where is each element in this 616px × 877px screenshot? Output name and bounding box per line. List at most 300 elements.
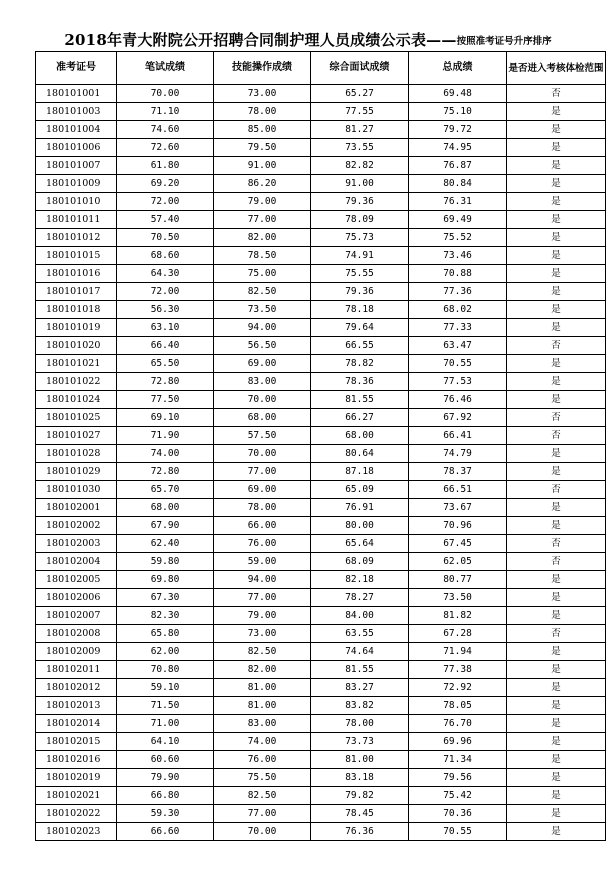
cell-interview-score: 78.00	[311, 715, 409, 733]
cell-total-score: 70.96	[409, 517, 507, 535]
cell-written-score: 60.60	[117, 751, 214, 769]
cell-interview-score: 82.18	[311, 571, 409, 589]
cell-skills-score: 75.00	[214, 265, 311, 283]
cell-skills-score: 77.00	[214, 463, 311, 481]
cell-qualified: 是	[507, 391, 606, 409]
cell-exam-id: 180101030	[36, 481, 117, 499]
cell-total-score: 67.92	[409, 409, 507, 427]
cell-written-score: 56.30	[117, 301, 214, 319]
cell-total-score: 75.10	[409, 103, 507, 121]
cell-skills-score: 70.00	[214, 823, 311, 841]
cell-interview-score: 87.18	[311, 463, 409, 481]
cell-written-score: 65.50	[117, 355, 214, 373]
cell-total-score: 62.05	[409, 553, 507, 571]
cell-interview-score: 81.00	[311, 751, 409, 769]
cell-written-score: 59.80	[117, 553, 214, 571]
cell-total-score: 67.28	[409, 625, 507, 643]
cell-interview-score: 81.55	[311, 391, 409, 409]
cell-total-score: 76.70	[409, 715, 507, 733]
cell-exam-id: 180102015	[36, 733, 117, 751]
cell-interview-score: 78.18	[311, 301, 409, 319]
cell-total-score: 66.51	[409, 481, 507, 499]
table-row	[36, 679, 606, 697]
cell-total-score: 73.67	[409, 499, 507, 517]
table-row	[36, 733, 606, 751]
cell-skills-score: 81.00	[214, 679, 311, 697]
cell-qualified: 是	[507, 769, 606, 787]
cell-exam-id: 180101029	[36, 463, 117, 481]
cell-interview-score: 65.27	[311, 85, 409, 103]
cell-total-score: 74.95	[409, 139, 507, 157]
cell-qualified: 是	[507, 193, 606, 211]
cell-written-score: 72.80	[117, 373, 214, 391]
cell-written-score: 62.40	[117, 535, 214, 553]
cell-exam-id: 180102004	[36, 553, 117, 571]
table-row	[36, 697, 606, 715]
cell-qualified: 否	[507, 409, 606, 427]
cell-skills-score: 79.00	[214, 193, 311, 211]
cell-qualified: 否	[507, 427, 606, 445]
cell-skills-score: 59.00	[214, 553, 311, 571]
cell-total-score: 77.33	[409, 319, 507, 337]
cell-interview-score: 79.36	[311, 193, 409, 211]
table-row	[36, 157, 606, 175]
cell-interview-score: 76.36	[311, 823, 409, 841]
cell-interview-score: 84.00	[311, 607, 409, 625]
cell-interview-score: 79.82	[311, 787, 409, 805]
table-row	[36, 301, 606, 319]
cell-written-score: 66.40	[117, 337, 214, 355]
cell-total-score: 71.94	[409, 643, 507, 661]
cell-qualified: 是	[507, 733, 606, 751]
table-row	[36, 355, 606, 373]
cell-exam-id: 180101027	[36, 427, 117, 445]
cell-exam-id: 180101018	[36, 301, 117, 319]
table-row	[36, 265, 606, 283]
cell-total-score: 69.48	[409, 85, 507, 103]
cell-exam-id: 180101022	[36, 373, 117, 391]
cell-exam-id: 180101016	[36, 265, 117, 283]
cell-interview-score: 83.27	[311, 679, 409, 697]
table-row	[36, 517, 606, 535]
cell-skills-score: 56.50	[214, 337, 311, 355]
cell-qualified: 是	[507, 139, 606, 157]
cell-qualified: 是	[507, 229, 606, 247]
cell-skills-score: 94.00	[214, 319, 311, 337]
cell-written-score: 68.60	[117, 247, 214, 265]
table-row	[36, 103, 606, 121]
cell-total-score: 73.46	[409, 247, 507, 265]
cell-total-score: 79.72	[409, 121, 507, 139]
table-row	[36, 247, 606, 265]
cell-interview-score: 78.27	[311, 589, 409, 607]
table-row	[36, 535, 606, 553]
cell-qualified: 是	[507, 517, 606, 535]
cell-skills-score: 83.00	[214, 373, 311, 391]
cell-interview-score: 68.09	[311, 553, 409, 571]
cell-written-score: 65.70	[117, 481, 214, 499]
cell-skills-score: 78.00	[214, 499, 311, 517]
table-row	[36, 571, 606, 589]
cell-skills-score: 82.50	[214, 283, 311, 301]
cell-qualified: 是	[507, 301, 606, 319]
cell-total-score: 70.55	[409, 823, 507, 841]
cell-qualified: 是	[507, 787, 606, 805]
table-row	[36, 751, 606, 769]
cell-exam-id: 180102002	[36, 517, 117, 535]
cell-written-score: 72.00	[117, 283, 214, 301]
cell-interview-score: 76.91	[311, 499, 409, 517]
cell-total-score: 67.45	[409, 535, 507, 553]
cell-interview-score: 74.91	[311, 247, 409, 265]
cell-skills-score: 79.00	[214, 607, 311, 625]
cell-total-score: 66.41	[409, 427, 507, 445]
cell-interview-score: 83.82	[311, 697, 409, 715]
cell-written-score: 63.10	[117, 319, 214, 337]
cell-written-score: 71.50	[117, 697, 214, 715]
cell-qualified: 是	[507, 571, 606, 589]
table-row	[36, 589, 606, 607]
cell-exam-id: 180101001	[36, 85, 117, 103]
cell-skills-score: 69.00	[214, 481, 311, 499]
cell-exam-id: 180101021	[36, 355, 117, 373]
table-row	[36, 463, 606, 481]
cell-exam-id: 180101007	[36, 157, 117, 175]
cell-written-score: 74.00	[117, 445, 214, 463]
cell-qualified: 是	[507, 589, 606, 607]
cell-qualified: 否	[507, 535, 606, 553]
cell-skills-score: 91.00	[214, 157, 311, 175]
cell-qualified: 是	[507, 643, 606, 661]
cell-total-score: 77.36	[409, 283, 507, 301]
cell-qualified: 是	[507, 679, 606, 697]
cell-written-score: 82.30	[117, 607, 214, 625]
cell-skills-score: 68.00	[214, 409, 311, 427]
cell-exam-id: 180101024	[36, 391, 117, 409]
cell-interview-score: 63.55	[311, 625, 409, 643]
cell-exam-id: 180101011	[36, 211, 117, 229]
cell-written-score: 71.10	[117, 103, 214, 121]
cell-exam-id: 180102013	[36, 697, 117, 715]
cell-exam-id: 180101004	[36, 121, 117, 139]
cell-qualified: 是	[507, 715, 606, 733]
cell-qualified: 否	[507, 481, 606, 499]
cell-total-score: 76.46	[409, 391, 507, 409]
title-main: 2018年青大附院公开招聘合同制护理人员成绩公示表——	[64, 31, 457, 49]
col-header-written-score: 笔试成绩	[117, 52, 214, 85]
cell-interview-score: 91.00	[311, 175, 409, 193]
cell-total-score: 71.34	[409, 751, 507, 769]
cell-exam-id: 180102011	[36, 661, 117, 679]
cell-exam-id: 180102016	[36, 751, 117, 769]
table-row	[36, 787, 606, 805]
cell-total-score: 69.49	[409, 211, 507, 229]
cell-qualified: 是	[507, 265, 606, 283]
cell-exam-id: 180101020	[36, 337, 117, 355]
cell-qualified: 是	[507, 247, 606, 265]
cell-total-score: 80.77	[409, 571, 507, 589]
cell-exam-id: 180101017	[36, 283, 117, 301]
cell-skills-score: 70.00	[214, 445, 311, 463]
cell-total-score: 63.47	[409, 337, 507, 355]
cell-interview-score: 75.73	[311, 229, 409, 247]
cell-interview-score: 73.73	[311, 733, 409, 751]
cell-qualified: 是	[507, 373, 606, 391]
cell-total-score: 78.37	[409, 463, 507, 481]
cell-interview-score: 80.00	[311, 517, 409, 535]
col-header-exam-id: 准考证号	[36, 52, 117, 85]
cell-exam-id: 180102001	[36, 499, 117, 517]
cell-qualified: 是	[507, 355, 606, 373]
cell-total-score: 76.87	[409, 157, 507, 175]
cell-written-score: 62.00	[117, 643, 214, 661]
cell-written-score: 69.10	[117, 409, 214, 427]
table-row	[36, 661, 606, 679]
cell-interview-score: 79.36	[311, 283, 409, 301]
cell-skills-score: 78.00	[214, 103, 311, 121]
cell-exam-id: 180102003	[36, 535, 117, 553]
cell-written-score: 69.20	[117, 175, 214, 193]
cell-exam-id: 180102022	[36, 805, 117, 823]
table-row	[36, 481, 606, 499]
cell-written-score: 74.60	[117, 121, 214, 139]
cell-interview-score: 78.45	[311, 805, 409, 823]
cell-qualified: 是	[507, 211, 606, 229]
cell-qualified: 是	[507, 697, 606, 715]
cell-skills-score: 78.50	[214, 247, 311, 265]
table-row	[36, 85, 606, 103]
cell-total-score: 70.36	[409, 805, 507, 823]
cell-written-score: 59.10	[117, 679, 214, 697]
cell-interview-score: 80.64	[311, 445, 409, 463]
cell-written-score: 71.00	[117, 715, 214, 733]
cell-qualified: 是	[507, 319, 606, 337]
cell-written-score: 66.80	[117, 787, 214, 805]
table-row	[36, 643, 606, 661]
cell-total-score: 75.42	[409, 787, 507, 805]
cell-skills-score: 73.00	[214, 85, 311, 103]
table-row	[36, 445, 606, 463]
cell-written-score: 68.00	[117, 499, 214, 517]
cell-exam-id: 180101012	[36, 229, 117, 247]
cell-exam-id: 180102005	[36, 571, 117, 589]
cell-exam-id: 180101015	[36, 247, 117, 265]
cell-total-score: 74.79	[409, 445, 507, 463]
col-header-qualified: 是否进入考核体检范围	[507, 52, 606, 85]
cell-skills-score: 76.00	[214, 751, 311, 769]
cell-skills-score: 69.00	[214, 355, 311, 373]
cell-interview-score: 73.55	[311, 139, 409, 157]
cell-qualified: 是	[507, 121, 606, 139]
cell-skills-score: 81.00	[214, 697, 311, 715]
title-subtitle: 按照准考证号升序排序	[456, 36, 552, 47]
cell-written-score: 67.90	[117, 517, 214, 535]
table-row	[36, 337, 606, 355]
cell-exam-id: 180101006	[36, 139, 117, 157]
cell-written-score: 70.50	[117, 229, 214, 247]
table-header-row	[36, 52, 606, 85]
col-header-skills-score: 技能操作成绩	[214, 52, 311, 85]
cell-total-score: 77.53	[409, 373, 507, 391]
cell-exam-id: 180102007	[36, 607, 117, 625]
cell-interview-score: 81.55	[311, 661, 409, 679]
cell-skills-score: 76.00	[214, 535, 311, 553]
cell-total-score: 69.96	[409, 733, 507, 751]
cell-written-score: 70.00	[117, 85, 214, 103]
cell-skills-score: 77.00	[214, 805, 311, 823]
table-row	[36, 427, 606, 445]
cell-written-score: 72.80	[117, 463, 214, 481]
cell-skills-score: 82.50	[214, 643, 311, 661]
cell-skills-score: 82.00	[214, 661, 311, 679]
cell-total-score: 73.50	[409, 589, 507, 607]
cell-exam-id: 180102019	[36, 769, 117, 787]
cell-interview-score: 65.64	[311, 535, 409, 553]
cell-exam-id: 180102023	[36, 823, 117, 841]
cell-qualified: 是	[507, 499, 606, 517]
cell-total-score: 75.52	[409, 229, 507, 247]
results-table	[35, 51, 606, 841]
cell-total-score: 68.02	[409, 301, 507, 319]
cell-skills-score: 82.50	[214, 787, 311, 805]
cell-total-score: 80.84	[409, 175, 507, 193]
cell-interview-score: 77.55	[311, 103, 409, 121]
cell-interview-score: 78.09	[311, 211, 409, 229]
cell-written-score: 64.30	[117, 265, 214, 283]
cell-qualified: 是	[507, 175, 606, 193]
cell-written-score: 70.80	[117, 661, 214, 679]
table-row	[36, 409, 606, 427]
cell-exam-id: 180101010	[36, 193, 117, 211]
cell-written-score: 72.60	[117, 139, 214, 157]
cell-written-score: 71.90	[117, 427, 214, 445]
cell-total-score: 81.82	[409, 607, 507, 625]
cell-exam-id: 180101025	[36, 409, 117, 427]
table-row	[36, 391, 606, 409]
table-row	[36, 121, 606, 139]
col-header-total-score: 总成绩	[409, 52, 507, 85]
table-row	[36, 805, 606, 823]
table-row	[36, 139, 606, 157]
table-row	[36, 625, 606, 643]
cell-total-score: 70.88	[409, 265, 507, 283]
cell-exam-id: 180102021	[36, 787, 117, 805]
cell-written-score: 66.60	[117, 823, 214, 841]
cell-skills-score: 94.00	[214, 571, 311, 589]
cell-interview-score: 75.55	[311, 265, 409, 283]
cell-skills-score: 75.50	[214, 769, 311, 787]
cell-exam-id: 180102012	[36, 679, 117, 697]
cell-qualified: 是	[507, 463, 606, 481]
cell-total-score: 79.56	[409, 769, 507, 787]
table-row	[36, 283, 606, 301]
cell-exam-id: 180101028	[36, 445, 117, 463]
cell-qualified: 是	[507, 445, 606, 463]
cell-written-score: 57.40	[117, 211, 214, 229]
cell-qualified: 是	[507, 661, 606, 679]
cell-skills-score: 66.00	[214, 517, 311, 535]
page-title	[0, 29, 616, 51]
cell-skills-score: 73.50	[214, 301, 311, 319]
cell-qualified: 否	[507, 85, 606, 103]
cell-skills-score: 77.00	[214, 211, 311, 229]
cell-skills-score: 74.00	[214, 733, 311, 751]
table-row	[36, 823, 606, 841]
cell-written-score: 64.10	[117, 733, 214, 751]
cell-qualified: 是	[507, 157, 606, 175]
cell-interview-score: 74.64	[311, 643, 409, 661]
table-row	[36, 553, 606, 571]
cell-qualified: 否	[507, 625, 606, 643]
table-row	[36, 211, 606, 229]
cell-qualified: 是	[507, 823, 606, 841]
cell-total-score: 72.92	[409, 679, 507, 697]
cell-skills-score: 83.00	[214, 715, 311, 733]
table-row	[36, 229, 606, 247]
cell-written-score: 69.80	[117, 571, 214, 589]
cell-qualified: 是	[507, 283, 606, 301]
cell-interview-score: 66.27	[311, 409, 409, 427]
cell-interview-score: 66.55	[311, 337, 409, 355]
cell-total-score: 76.31	[409, 193, 507, 211]
cell-exam-id: 180102014	[36, 715, 117, 733]
cell-skills-score: 57.50	[214, 427, 311, 445]
table-row	[36, 373, 606, 391]
cell-interview-score: 82.82	[311, 157, 409, 175]
cell-interview-score: 81.27	[311, 121, 409, 139]
table-row	[36, 607, 606, 625]
cell-total-score: 78.05	[409, 697, 507, 715]
cell-exam-id: 180101003	[36, 103, 117, 121]
table-body	[36, 85, 606, 841]
cell-exam-id: 180102009	[36, 643, 117, 661]
cell-skills-score: 85.00	[214, 121, 311, 139]
cell-qualified: 是	[507, 607, 606, 625]
cell-written-score: 72.00	[117, 193, 214, 211]
cell-qualified: 否	[507, 337, 606, 355]
cell-exam-id: 180102006	[36, 589, 117, 607]
cell-skills-score: 86.20	[214, 175, 311, 193]
cell-qualified: 是	[507, 103, 606, 121]
cell-total-score: 70.55	[409, 355, 507, 373]
cell-exam-id: 180102008	[36, 625, 117, 643]
cell-qualified: 是	[507, 805, 606, 823]
table-row	[36, 319, 606, 337]
cell-interview-score: 83.18	[311, 769, 409, 787]
cell-interview-score: 78.36	[311, 373, 409, 391]
cell-written-score: 65.80	[117, 625, 214, 643]
table-row	[36, 715, 606, 733]
table-row	[36, 499, 606, 517]
cell-written-score: 79.90	[117, 769, 214, 787]
cell-total-score: 77.38	[409, 661, 507, 679]
cell-interview-score: 65.09	[311, 481, 409, 499]
cell-written-score: 77.50	[117, 391, 214, 409]
cell-written-score: 67.30	[117, 589, 214, 607]
col-header-interview-score: 综合面试成绩	[311, 52, 409, 85]
cell-skills-score: 82.00	[214, 229, 311, 247]
cell-skills-score: 70.00	[214, 391, 311, 409]
cell-qualified: 否	[507, 553, 606, 571]
cell-skills-score: 73.00	[214, 625, 311, 643]
cell-written-score: 59.30	[117, 805, 214, 823]
cell-exam-id: 180101019	[36, 319, 117, 337]
cell-interview-score: 78.82	[311, 355, 409, 373]
table-row	[36, 175, 606, 193]
cell-skills-score: 79.50	[214, 139, 311, 157]
cell-exam-id: 180101009	[36, 175, 117, 193]
cell-interview-score: 79.64	[311, 319, 409, 337]
